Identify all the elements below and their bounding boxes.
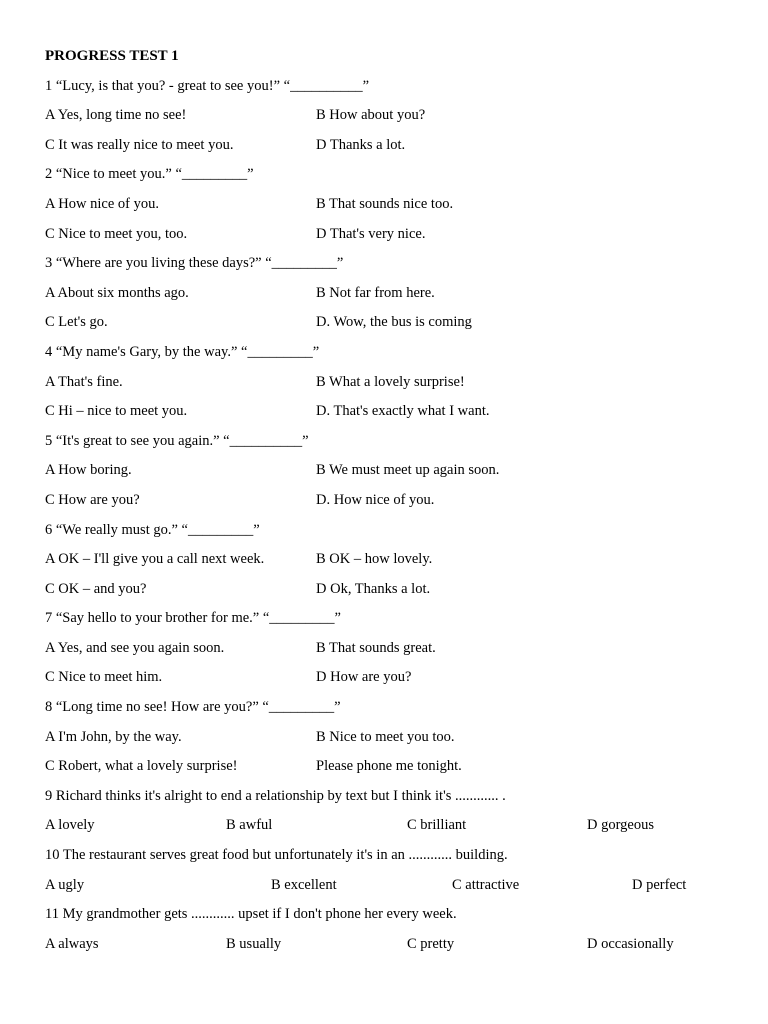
option-d[interactable]: D. That's exactly what I want. (316, 403, 490, 420)
option-d[interactable]: D perfect (632, 876, 687, 893)
option-row (45, 101, 735, 131)
option-a[interactable]: A OK – I'll give you a call next week. (45, 551, 265, 568)
option-row (45, 397, 735, 427)
option-row (45, 279, 735, 309)
option-c[interactable]: C OK – and you? (45, 580, 147, 597)
option-d[interactable]: D How are you? (316, 669, 412, 686)
option-a[interactable]: A always (45, 935, 99, 952)
option-row (45, 663, 735, 693)
page-title: PROGRESS TEST 1 (45, 48, 179, 64)
option-a[interactable]: A How boring. (45, 462, 132, 479)
option-c[interactable]: C Robert, what a lovely surprise! (45, 758, 238, 775)
question-stem: 4 “My name's Gary, by the way.” “_________” (45, 343, 320, 360)
option-a[interactable]: A Yes, and see you again soon. (45, 639, 225, 656)
option-d[interactable]: D occasionally (587, 935, 674, 952)
question-stem: 7 “Say hello to your brother for me.” “_________” (45, 610, 341, 627)
option-c[interactable]: C brilliant (407, 817, 467, 834)
option-d[interactable]: D Ok, Thanks a lot. (316, 580, 431, 597)
option-d[interactable]: Please phone me tonight. (316, 758, 462, 775)
question-stem: 3 “Where are you living these days?” “_________” (45, 255, 344, 272)
option-d[interactable]: D. How nice of you. (316, 491, 435, 508)
option-row (45, 220, 735, 250)
option-d[interactable]: D That's very nice. (316, 225, 426, 242)
option-a[interactable]: A About six months ago. (45, 284, 189, 301)
option-row (45, 752, 735, 782)
option-a[interactable]: A ugly (45, 876, 85, 893)
option-d[interactable]: D. Wow, the bus is coming (316, 314, 472, 331)
option-b[interactable]: B We must meet up again soon. (316, 462, 500, 479)
option-b[interactable]: B OK – how lovely. (316, 551, 433, 568)
option-a[interactable]: A I'm John, by the way. (45, 728, 182, 745)
option-row (45, 131, 735, 161)
option-b[interactable]: B excellent (271, 876, 337, 893)
option-b[interactable]: B That sounds great. (316, 639, 436, 656)
question-stem: 10 The restaurant serves great food but unfortunately it's in an ............ building. (45, 847, 508, 864)
option-c[interactable]: C pretty (407, 935, 455, 952)
option-row (45, 575, 735, 605)
option-c[interactable]: C It was really nice to meet you. (45, 136, 234, 153)
option-b[interactable]: B awful (226, 817, 273, 834)
option-c[interactable]: C attractive (452, 876, 520, 893)
option-row (45, 308, 735, 338)
question-stem: 11 My grandmother gets ............ upset if I don't phone her every week. (45, 906, 457, 923)
option-row (45, 723, 735, 753)
option-row (45, 368, 735, 398)
option-d[interactable]: D Thanks a lot. (316, 136, 406, 153)
option-b[interactable]: B usually (226, 935, 282, 952)
question-stem: 8 “Long time no see! How are you?” “_________” (45, 699, 341, 716)
option-row (45, 871, 735, 901)
option-row (45, 456, 735, 486)
test-page (45, 42, 735, 959)
question-stem: 9 Richard thinks it's alright to end a relationship by text but I think it's ............ . (45, 787, 506, 804)
option-a[interactable]: A lovely (45, 817, 95, 834)
option-b[interactable]: B How about you? (316, 107, 426, 124)
option-b[interactable]: B That sounds nice too. (316, 195, 454, 212)
option-c[interactable]: C Nice to meet him. (45, 669, 163, 686)
option-c[interactable]: C How are you? (45, 491, 140, 508)
option-b[interactable]: B Not far from here. (316, 284, 435, 301)
option-a[interactable]: A Yes, long time no see! (45, 107, 187, 124)
option-row (45, 545, 735, 575)
option-row (45, 190, 735, 220)
question-stem: 2 “Nice to meet you.” “_________” (45, 166, 254, 183)
option-c[interactable]: C Hi – nice to meet you. (45, 403, 188, 420)
option-a[interactable]: A That's fine. (45, 373, 123, 390)
option-row (45, 634, 735, 664)
option-row (45, 930, 735, 960)
question-stem: 6 “We really must go.” “_________” (45, 521, 260, 538)
option-c[interactable]: C Let's go. (45, 314, 108, 331)
option-d[interactable]: D gorgeous (587, 817, 654, 834)
option-row (45, 486, 735, 516)
question-stem: 5 “It's great to see you again.” “__________” (45, 432, 309, 449)
option-b[interactable]: B Nice to meet you too. (316, 728, 455, 745)
question-stem: 1 “Lucy, is that you? - great to see you!” “__________” (45, 77, 369, 94)
option-b[interactable]: B What a lovely surprise! (316, 373, 465, 390)
option-c[interactable]: C Nice to meet you, too. (45, 225, 188, 242)
option-row (45, 811, 735, 841)
option-a[interactable]: A How nice of you. (45, 195, 159, 212)
